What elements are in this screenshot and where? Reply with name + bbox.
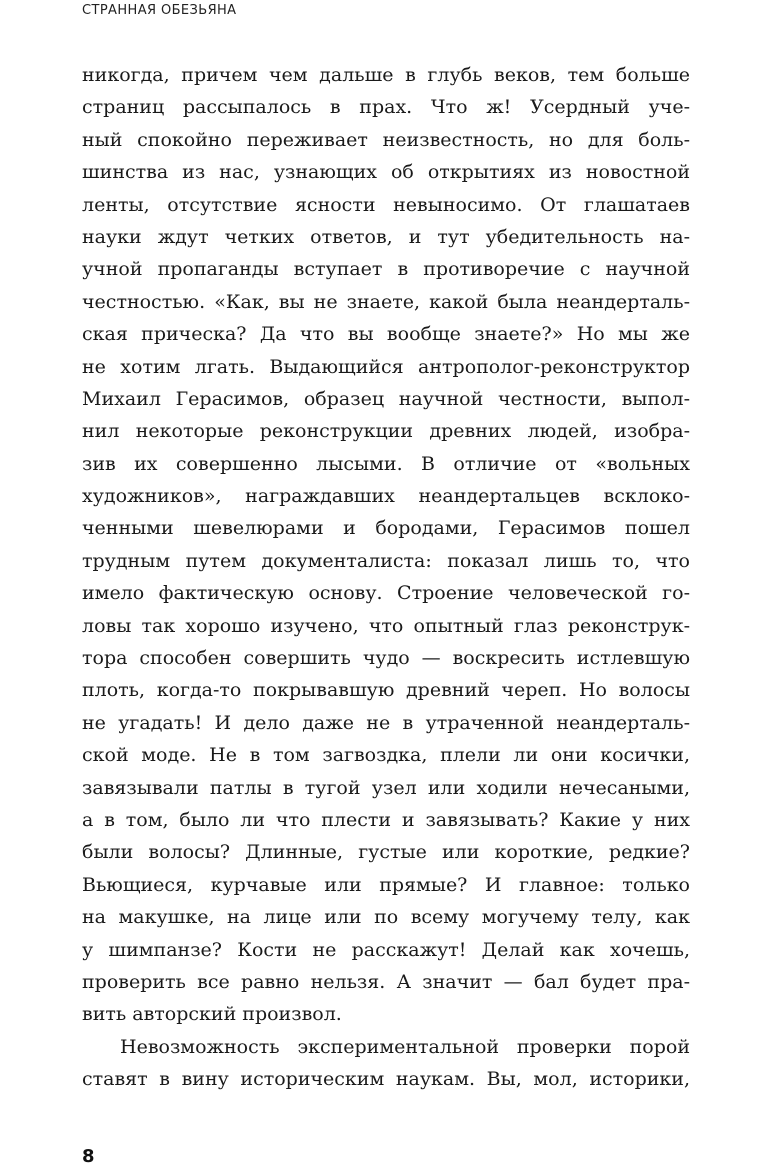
text-line: учной пропаганды вступает в противоречие с научной xyxy=(82,258,690,281)
text-line: трудным путем документалиста: показал лишь то, что xyxy=(82,549,690,572)
text-line: зив их совершенно лысыми. В отличие от «вольных xyxy=(82,452,690,475)
text-line: имело фактическую основу. Строение человеческой го- xyxy=(82,582,690,605)
text-line: завязывали патлы в тугой узел или ходили нечесаными, xyxy=(82,776,690,799)
paragraph-2 xyxy=(82,1031,690,1096)
text-line: ный спокойно переживает неизвестность, но для боль- xyxy=(82,128,690,151)
text-line: не угадать! И дело даже не в утраченной неандерталь- xyxy=(82,711,690,734)
text-line: нил некоторые реконструкции древних людей, изобра- xyxy=(82,420,690,443)
body-text xyxy=(82,59,690,1096)
text-line: ченными шевелюрами и бородами, Герасимов пошел xyxy=(82,517,690,540)
text-line: Невозможность экспериментальной проверки порой xyxy=(120,1035,690,1058)
text-line: никогда, причем чем дальше в глубь веков, тем больше xyxy=(82,64,690,86)
text-line: плоть, когда-то покрывавшую древний череп. Но волосы xyxy=(82,679,690,702)
text-line: тора способен совершить чудо — воскресить истлевшую xyxy=(82,647,690,670)
text-line: честностью. «Как, вы не знаете, какой была неандерталь- xyxy=(82,290,690,313)
text-line: ской моде. Не в том загвоздка, плели ли они косички, xyxy=(82,744,690,767)
text-line: художников», награждавших неандертальцев всклоко- xyxy=(82,485,690,508)
text-line: Михаил Герасимов, образец научной честности, выпол- xyxy=(82,387,690,410)
running-head: СТРАННАЯ ОБЕЗЬЯНА xyxy=(82,3,237,18)
text-line: а в том, было ли что плести и завязывать? Какие у них xyxy=(82,808,690,831)
text-line: Вьющиеся, курчавые или прямые? И главное: только xyxy=(82,873,690,896)
text-line: науки ждут четких ответов, и тут убедительность на- xyxy=(82,225,690,248)
text-line: ская прическа? Да что вы вообще знаете?» Но мы же xyxy=(82,323,690,346)
text-line: страниц рассыпалось в прах. Что ж! Усердный уче- xyxy=(82,96,690,119)
text-line: вить авторский произвол. xyxy=(82,1003,342,1026)
text-line: на макушке, на лице или по всему могучему телу, как xyxy=(82,906,690,929)
paragraph-1 xyxy=(82,59,690,1031)
text-line: были волосы? Длинные, густые или короткие, редкие? xyxy=(82,841,690,864)
text-line: не хотим лгать. Выдающийся антрополог-реконструктор xyxy=(82,355,690,378)
text-line: ставят в вину историческим наукам. Вы, мол, историки, xyxy=(82,1068,690,1091)
page-number: 8 xyxy=(82,1146,95,1167)
text-line: проверить все равно нельзя. А значит — бал будет пра- xyxy=(82,970,690,993)
text-line: у шимпанзе? Кости не расскажут! Делай как хочешь, xyxy=(82,938,690,961)
text-line: шинства из нас, узнающих об открытиях из новостной xyxy=(82,161,690,184)
text-line: ловы так хорошо изучено, что опытный глаз реконструк- xyxy=(82,614,690,637)
text-line: ленты, отсутствие ясности невыносимо. От глашатаев xyxy=(82,193,690,216)
